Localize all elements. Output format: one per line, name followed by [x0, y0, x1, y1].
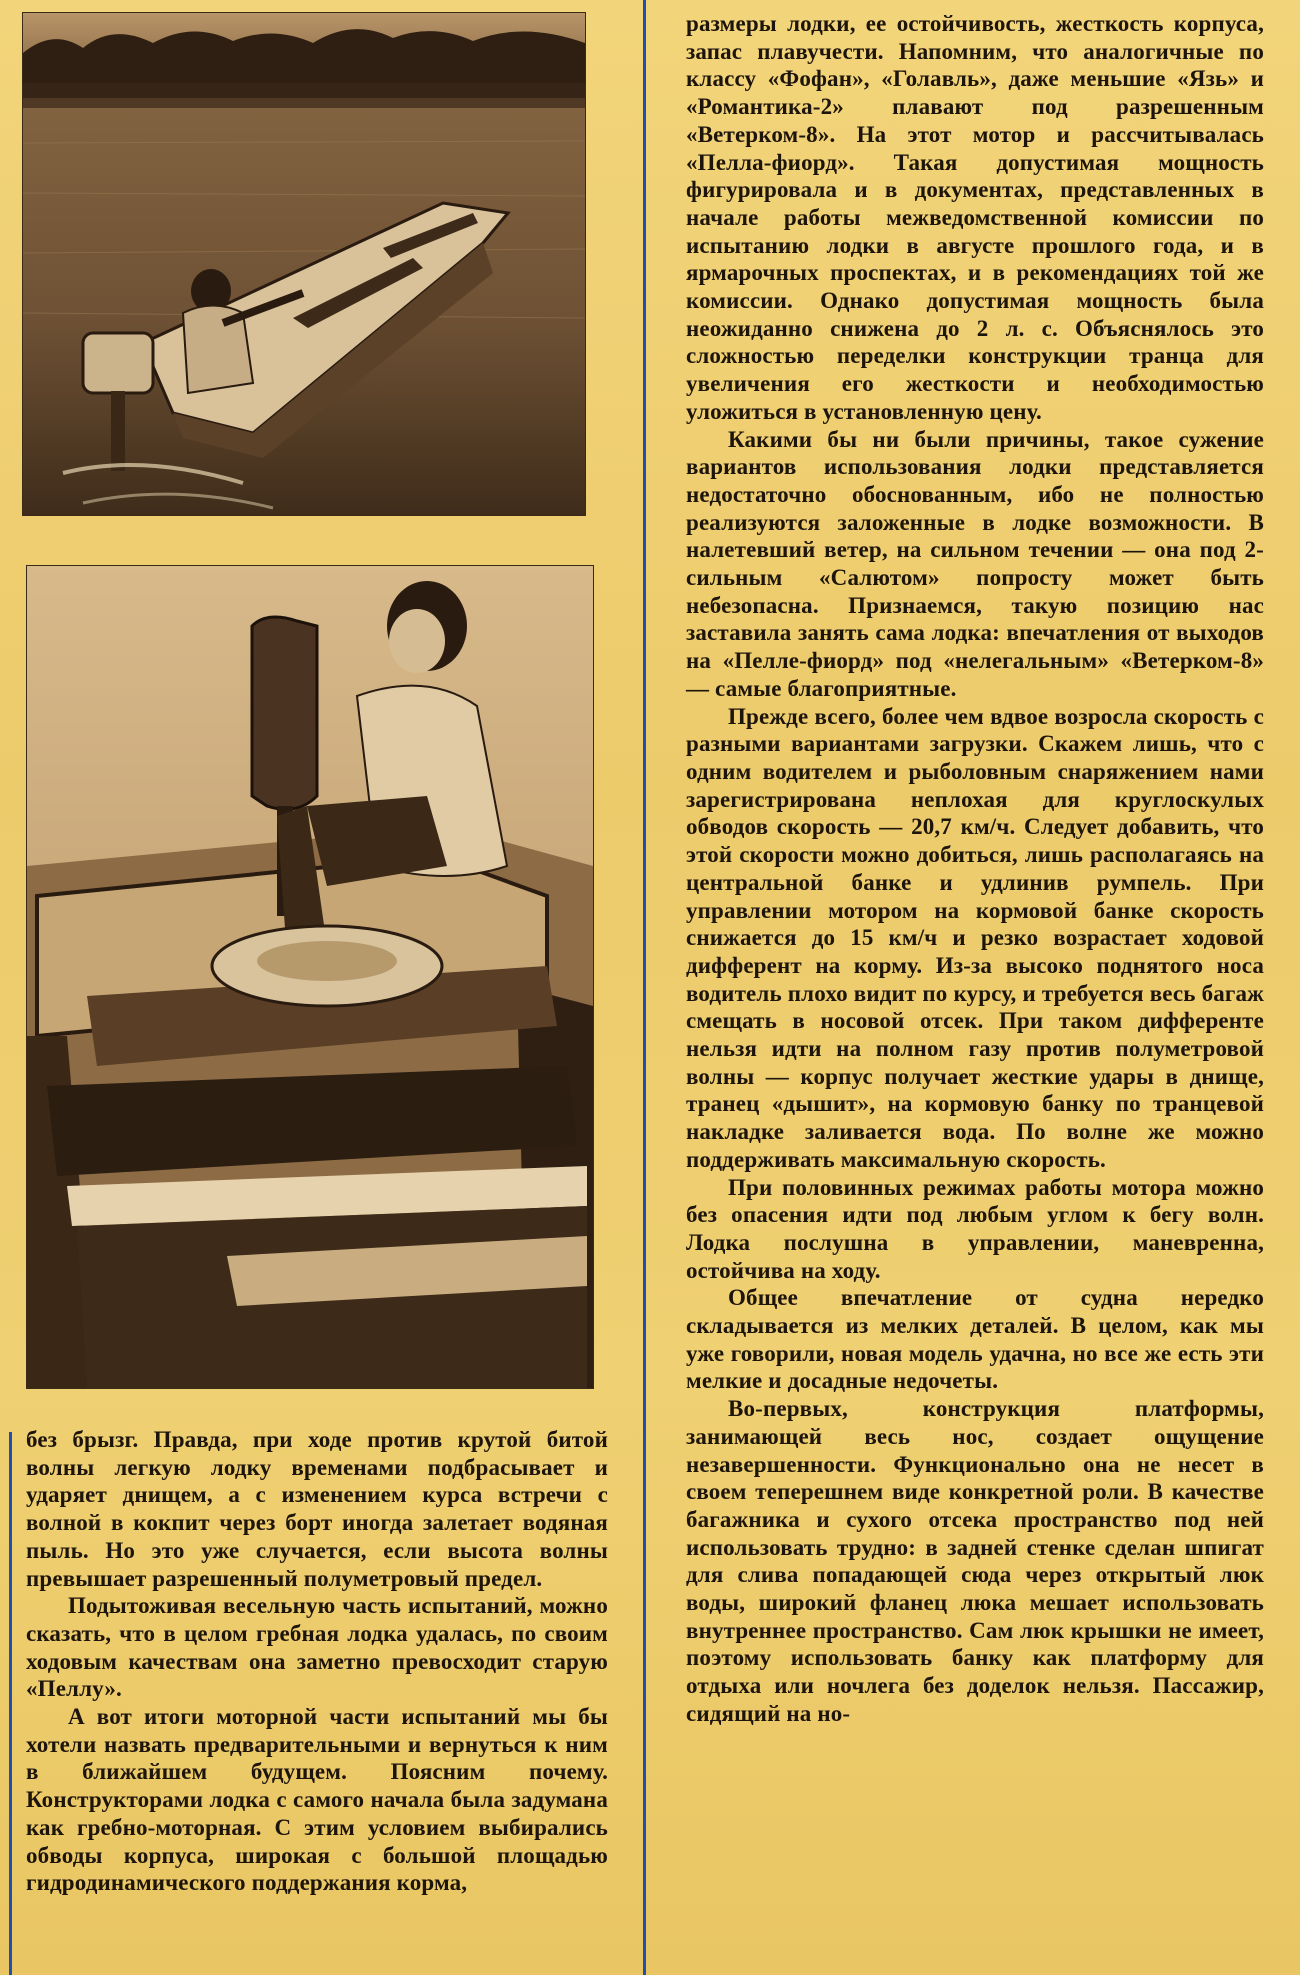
- photo-stern-with-motor: [26, 565, 594, 1389]
- paragraph: Во-первых, конструкция платформы, занимающей весь нос, создает ощущение незавершенности. Функционально она не несет в своем теперешнем виде конкретной роли. В качестве багажника и сухого отсека пространство под ней использовать трудно: в задней стенке сделан шпигат для слива попадающей сюда через открытый люк воды, широкий фланец люка мешает использовать внутреннее пространство. Сам люк крышки не имеет, поэтому использовать банку как платформу для отдыха или ночлега без доделок нельзя. Пассажир, сидящий на но-: [686, 1396, 1264, 1726]
- paragraph: При половинных режимах работы мотора можно без опасения идти под любым углом к бегу волн. Лодка послушна в управлении, маневренна, остойчива на ходу.: [686, 1174, 1264, 1283]
- left-text-column: [26, 1426, 608, 1897]
- paragraph: Какими бы ни были причины, такое сужение вариантов использования лодки представляется недостаточно обоснованным, ибо не полностью реализуются заложенные в лодке возможности. В налетевший ветер, на сильном течении — она под 2-сильным «Салютом» попросту может быть небезопасна. Признаемся, такую позицию нас заставила занять сама лодка: впечатления от выходов на «Пелле-фиорд» под «нелегальным» «Ветерком-8» — самые благоприятные.: [686, 426, 1264, 701]
- paragraph: Прежде всего, более чем вдвое возросла скорость с разными вариантами загрузки. Скажем лишь, что с одним водителем и рыболовным снаряжением нами зарегистрирована неплохая для круглоскулых обводов скорость — 20,7 км/ч. Следует добавить, что этой скорости можно добиться, лишь располагаясь на центральной банке и удлинив румпель. При управлении мотором на кормовой банке скорость снижается до 15 км/ч и резко возрастает ходовой дифферент на корму. Из-за высоко поднятого носа водитель плохо видит по курсу, и требуется весь багаж смещать в носовой отсек. При таком дифференте нельзя идти на полном газу против полуметровой волны — корпус получает жесткие удары в днище, транец «дышит», на кормовую банку по транцевой накладке заливается вода. По волне же можно поддерживать максимальную скорость.: [686, 703, 1264, 1172]
- column-rule-middle: [643, 0, 646, 1975]
- paragraph: Общее впечатление от судна нередко складывается из мелких деталей. В целом, как мы уже говорили, новая модель удачна, но все же есть эти мелкие и досадные недочеты.: [686, 1285, 1264, 1394]
- boat-interior-illustration: [27, 566, 593, 1388]
- paragraph: размеры лодки, ее остойчивость, жесткость корпуса, запас плавучести. Напомним, что аналогичные по классу «Фофан», «Голавль», даже меньшие «Язь» и «Романтика-2» плавают под разрешенным «Ветерком-8». На этот мотор и рассчитывалась «Пелла-фиорд». Такая допустимая мощность фигурировала и в документах, представленных в начале работы межведомственной комиссии по испытанию лодки в августе прошлого года, и в ярмарочных проспектах, и в рекомендациях той же комиссии. Однако допустимая мощность была неожиданно снижена до 2 л. с. Объяснялось это сложностью переделки конструкции транца для увеличения его жесткости и необходимостью уложиться в установленную цену.: [686, 11, 1264, 424]
- right-text-column: [686, 10, 1264, 1728]
- boat-lake-illustration: [23, 13, 585, 515]
- paragraph: Подытоживая весельную часть испытаний, можно сказать, что в целом гребная лодка удалась, по своим ходовым качествам она заметно превосходит старую «Пеллу».: [26, 1593, 608, 1702]
- photo-boat-on-lake: [22, 12, 586, 516]
- paragraph: А вот итоги моторной части испытаний мы бы хотели назвать предварительными и вернуться к ним в ближайшем будущем. Поясним почему. Конструкторами лодка с самого начала была задумана как гребно-моторная. С этим условием выбирались обводы корпуса, широкая с большой площадью гидродинамического поддержания корма,: [26, 1704, 608, 1896]
- paragraph: без брызг. Правда, при ходе против крутой битой волны легкую лодку временами подбрасывает и ударяет днищем, а с изменением курса встречи с волной в кокпит через борт иногда залетает водяная пыль. Но это уже случается, если высота волны превышает разрешенный полуметровый предел.: [26, 1427, 608, 1591]
- column-rule-left: [9, 1432, 12, 1975]
